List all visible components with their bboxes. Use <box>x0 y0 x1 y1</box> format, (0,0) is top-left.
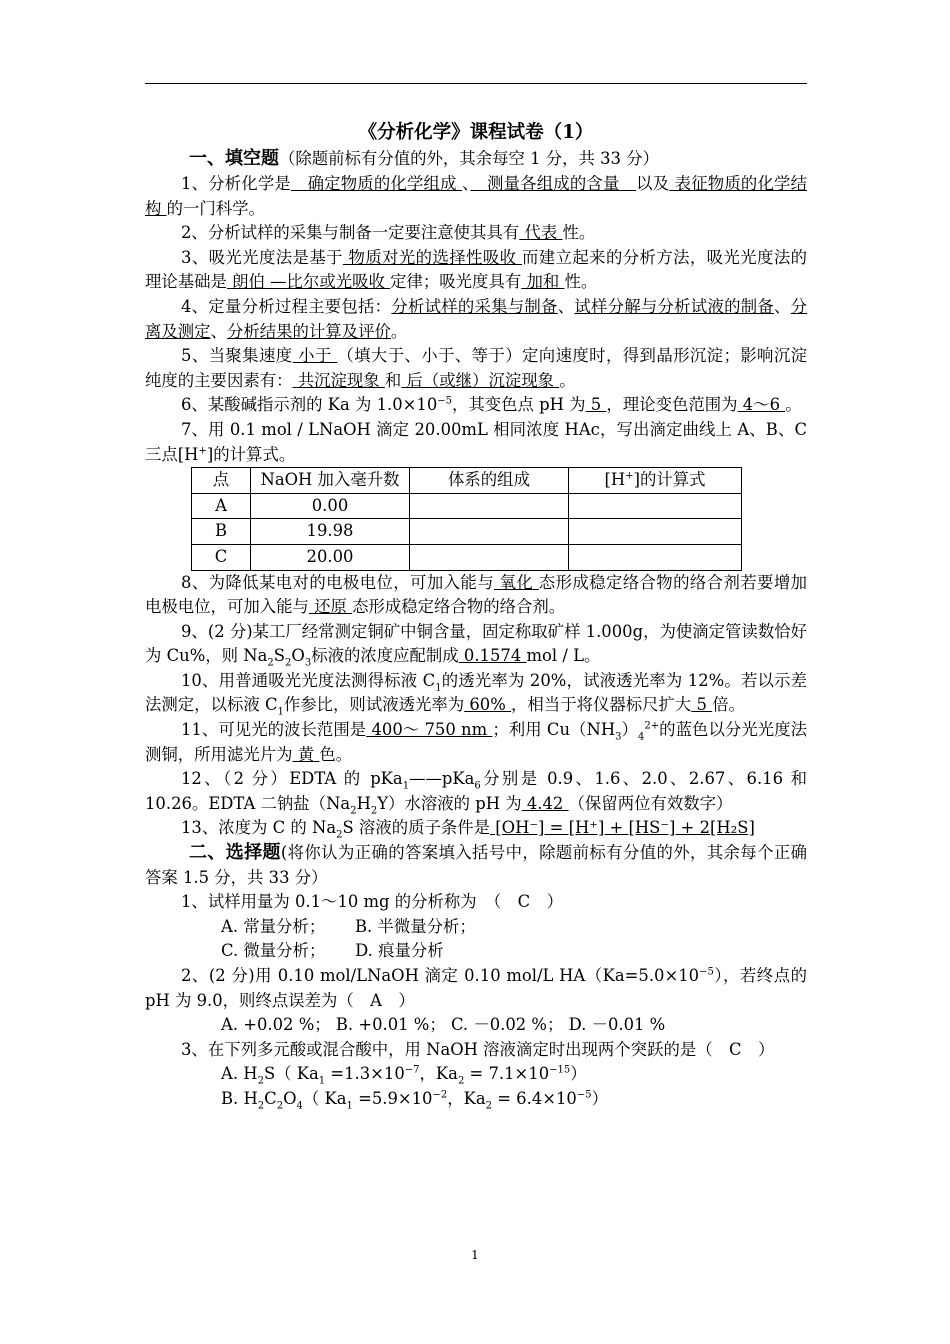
question-3: 3、吸光光度法是基于 物质对光的选择性吸收 而建立起来的分析方法，吸光光度法的理论基础是 朗伯 —比尔或光吸收 定律；吸光度具有 加和 性。 <box>145 247 808 292</box>
table-cell <box>410 544 569 570</box>
choice-2: 2、(2 分)用 0.10 mol/LNaOH 滴定 0.10 mol/L $HA(Ka=5.0\times 10^{-5})$，若终点的 pH 为 9.0，则终点误差为（ A ） <box>145 966 807 1010</box>
table-cell: 0.00 <box>251 493 410 519</box>
table-row <box>192 493 742 519</box>
question-8: 8、为降低某电对的电极电位，可加入能与 氧化 态形成稳定络合物的络合剂若要增加电极电位，可加入能与 还原 态形成稳定络合物的络合剂。 <box>145 572 807 617</box>
section-2-heading: 二、选择题(将你认为正确的答案填入括号中，除题前标有分值的外，其余每个正确答案 1.5 分，共 33 分） <box>145 842 807 887</box>
choice-1-options: A. 常量分析； B. 半微量分析； <box>221 916 476 936</box>
header-rule <box>145 83 807 84</box>
question-7: 7、用 0.1 mol / LNaOH 滴定 20.00mL 相同浓度 HAc，写出滴定曲线上 A、B、C 三点[H+]的计算式。 <box>145 419 807 464</box>
exam-title: 《分析化学》课程试卷（1） <box>358 122 594 143</box>
question-6: 6、某酸碱指示剂的 Ka 为 $1.0\times 10^{-5}$，其变色点 pH 为 5 ，理论变色范围为 4～6 。 <box>181 395 802 415</box>
question-4: 4、定量分析过程主要包括：分析试样的采集与制备、试样分解与分析试液的制备、分离及测定、分析结果的计算及评价。 <box>145 296 808 341</box>
choice-3: 3、在下列多元酸或混合酸中，用 NaOH 溶液滴定时出现两个突跃的是（ C ） <box>181 1039 775 1059</box>
table-cell: 20.00 <box>251 544 410 570</box>
table-cell: B <box>192 519 251 545</box>
page-number: 1 <box>471 1248 479 1262</box>
table-cell <box>410 493 569 519</box>
question-1: 1、分析化学是 确定物质的化学组成 、 测量各组成的含量 以及 表征物质的化学结构 的一门科学。 <box>145 174 808 218</box>
table-row <box>192 519 742 545</box>
table-cell: C <box>192 544 251 570</box>
question-5: 5、当聚集速度 小于 （填大于、小于、等于）定向速度时，得到晶形沉淀；影响沉淀纯度的主要因素有： 共沉淀现象 和 后（或继）沉淀现象 。 <box>145 346 808 390</box>
question-11: 11、可见光的波长范围是 400～ 750 nm ；利用 $Cu(NH_3)_4^{2+}$的蓝色以分光光度法测铜，所用滤光片为 黄 色。 <box>145 720 808 764</box>
question-2: 2、分析试样的采集与制备一定要注意使其具有 代表 性。 <box>181 223 596 243</box>
table-cell: 19.98 <box>251 519 410 545</box>
table-header: 体系的组成 <box>410 468 569 494</box>
question-9: 9、(2 分)某工厂经常测定铜矿中铜含量，固定称取矿样 1.000g，为使滴定管读数恰好为 Cu%，则 $Na_2S_2O_3$标液的浓度应配制成 0.1574 mol / L。 <box>145 621 807 669</box>
table-row <box>192 544 742 570</box>
question-12: 12、（2 分）EDTA 的 pKa$_1$——pKa$_6$分别是 0.9、1.6、2.0、2.67、6.16 和 10.26。EDTA 二钠盐$(Na_2H_2Y)$水溶液的 pH 为 4.42 （保留两位有效数字） <box>145 769 808 817</box>
table-header: NaOH 加入毫升数 <box>251 468 410 494</box>
question-13: 13、浓度为 C 的 $Na_2S$ 溶液的质子条件是 [OH⁻] = [H⁺] + [HS⁻] + 2[H₂S] <box>181 818 755 841</box>
table-cell <box>569 493 742 519</box>
table-cell <box>569 519 742 545</box>
question-10: 10、用普通吸光光度法测得标液 $C_1$的透光率为 20%，试液透光率为 12%。若以示差法测定，以标液 $C_1$作参比，则试液透光率为 60% ，相当于将仪器标尺扩大 5 倍。 <box>145 670 808 718</box>
choice-2-options: A. +0.02 %； B. +0.01 %； C. －0.02 %； D. －0.01 % <box>221 1015 666 1035</box>
table-cell <box>410 519 569 545</box>
exam-page <box>145 120 807 1112</box>
table-header: 点 <box>192 468 251 494</box>
choice-1: 1、试样用量为 0.1～10 mg 的分析称为 （ C ） <box>181 892 563 912</box>
section-1-heading: 一、填空题（除题前标有分值的外，其余每空 1 分，共 33 分） <box>189 148 659 169</box>
choice-3-option-b: B. $H_2C_2O_4$（ $Ka_1 =5.9\times 10^{-2}$，$Ka_2 = 6.4\times 10^{-5}$） <box>221 1088 608 1112</box>
table-header-row <box>192 468 742 494</box>
table-header: [H+]的计算式 <box>569 468 742 494</box>
choice-3-option-a: A. $H_2S$（ $Ka_1 =1.3\times 10^{-7}$，$Ka_2 = 7.1\times 10^{-15}$） <box>221 1064 587 1087</box>
table-cell <box>569 544 742 570</box>
titration-table <box>191 467 742 570</box>
table-cell: A <box>192 493 251 519</box>
choice-1-options: C. 微量分析； D. 痕量分析 <box>221 941 444 961</box>
